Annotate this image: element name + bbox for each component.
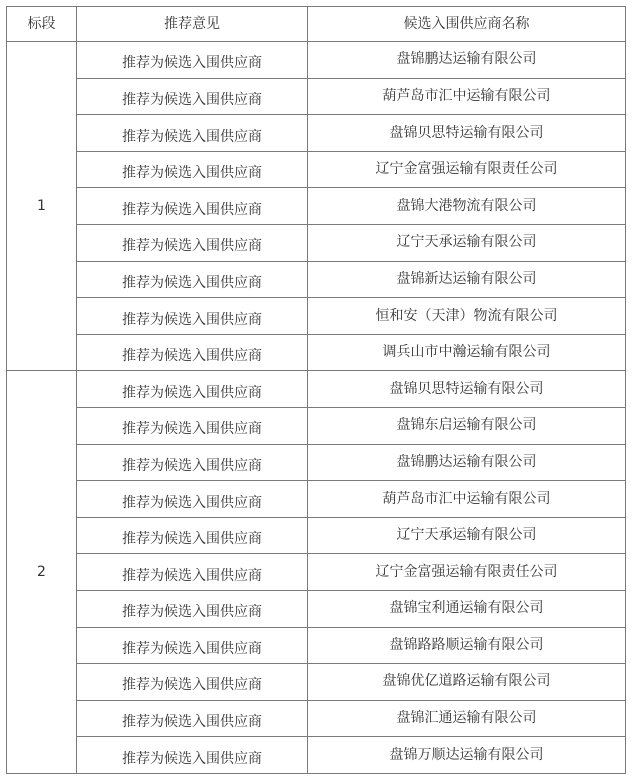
opinion-text: 推荐为候选入围供应商 xyxy=(122,567,262,584)
supplier-name: 盘锦东启运输有限公司 xyxy=(308,407,626,444)
supplier-name: 盘锦鹏达运输有限公司 xyxy=(308,444,626,481)
table-row xyxy=(7,407,626,444)
opinion-cell xyxy=(77,407,308,444)
opinion-text: 推荐为候选入围供应商 xyxy=(122,311,262,328)
supplier-name: 盘锦鹏达运输有限公司 xyxy=(308,42,626,79)
opinion-text: 推荐为候选入围供应商 xyxy=(122,55,262,72)
opinion-text: 推荐为候选入围供应商 xyxy=(122,457,262,474)
table-row xyxy=(7,151,626,188)
opinion-text: 推荐为候选入围供应商 xyxy=(122,274,262,291)
opinion-cell xyxy=(77,371,308,408)
opinion-text: 推荐为候选入围供应商 xyxy=(122,494,262,511)
table-row xyxy=(7,188,626,225)
opinion-text: 推荐为候选入围供应商 xyxy=(122,238,262,255)
opinion-text: 推荐为候选入围供应商 xyxy=(122,640,262,657)
table-row xyxy=(7,261,626,298)
opinion-text: 推荐为候选入围供应商 xyxy=(122,91,262,108)
table-row xyxy=(7,627,626,664)
opinion-text: 推荐为候选入围供应商 xyxy=(122,421,262,438)
header-section: 标段 xyxy=(7,7,77,42)
supplier-name: 辽宁天承运输有限公司 xyxy=(308,517,626,554)
opinion-cell xyxy=(77,444,308,481)
opinion-text: 推荐为候选入围供应商 xyxy=(122,750,262,767)
supplier-name: 盘锦汇通运输有限公司 xyxy=(308,700,626,737)
opinion-cell xyxy=(77,627,308,664)
opinion-text: 推荐为候选入围供应商 xyxy=(122,604,262,621)
opinion-text: 推荐为候选入围供应商 xyxy=(122,128,262,145)
table-row xyxy=(7,78,626,115)
table-row xyxy=(7,298,626,335)
opinion-text: 推荐为候选入围供应商 xyxy=(122,531,262,548)
opinion-cell xyxy=(77,42,308,79)
opinion-cell xyxy=(77,517,308,554)
section-number: 2 xyxy=(7,371,77,774)
supplier-name: 盘锦万顺达运输有限公司 xyxy=(308,737,626,774)
opinion-cell xyxy=(77,261,308,298)
table-row xyxy=(7,737,626,774)
opinion-cell xyxy=(77,151,308,188)
opinion-cell xyxy=(77,298,308,335)
table-row xyxy=(7,664,626,701)
supplier-name: 调兵山市中瀚运输有限公司 xyxy=(308,334,626,371)
opinion-cell xyxy=(77,700,308,737)
supplier-name: 辽宁金富强运输有限责任公司 xyxy=(308,151,626,188)
table-row xyxy=(7,42,626,79)
supplier-name: 辽宁天承运输有限公司 xyxy=(308,224,626,261)
supplier-name: 盘锦宝利通运输有限公司 xyxy=(308,590,626,627)
table-row xyxy=(7,224,626,261)
opinion-cell xyxy=(77,115,308,152)
section-number: 1 xyxy=(7,42,77,371)
table-body xyxy=(7,42,626,774)
supplier-name: 盘锦路路顺运输有限公司 xyxy=(308,627,626,664)
table-row xyxy=(7,481,626,518)
supplier-name: 葫芦岛市汇中运输有限公司 xyxy=(308,481,626,518)
opinion-cell xyxy=(77,481,308,518)
opinion-text: 推荐为候选入围供应商 xyxy=(122,677,262,694)
opinion-text: 推荐为候选入围供应商 xyxy=(122,714,262,731)
opinion-cell xyxy=(77,737,308,774)
supplier-name: 盘锦贝思特运输有限公司 xyxy=(308,371,626,408)
opinion-cell xyxy=(77,664,308,701)
table-row xyxy=(7,554,626,591)
table-header-row xyxy=(7,7,626,42)
opinion-cell xyxy=(77,188,308,225)
opinion-text: 推荐为候选入围供应商 xyxy=(122,384,262,401)
opinion-cell xyxy=(77,224,308,261)
supplier-name: 盘锦贝思特运输有限公司 xyxy=(308,115,626,152)
supplier-name: 葫芦岛市汇中运输有限公司 xyxy=(308,78,626,115)
table-row xyxy=(7,517,626,554)
header-supplier: 候选入围供应商名称 xyxy=(308,7,626,42)
opinion-text: 推荐为候选入围供应商 xyxy=(122,165,262,182)
supplier-name: 盘锦新达运输有限公司 xyxy=(308,261,626,298)
header-opinion: 推荐意见 xyxy=(77,7,308,42)
supplier-name: 盘锦大港物流有限公司 xyxy=(308,188,626,225)
opinion-text: 推荐为候选入围供应商 xyxy=(122,348,262,365)
opinion-cell xyxy=(77,554,308,591)
supplier-name: 辽宁金富强运输有限责任公司 xyxy=(308,554,626,591)
opinion-cell xyxy=(77,590,308,627)
table-row xyxy=(7,444,626,481)
table-row xyxy=(7,334,626,371)
table-row xyxy=(7,590,626,627)
table-row xyxy=(7,115,626,152)
opinion-text: 推荐为候选入围供应商 xyxy=(122,201,262,218)
opinion-cell xyxy=(77,78,308,115)
supplier-table xyxy=(6,6,626,774)
supplier-name: 恒和安（天津）物流有限公司 xyxy=(308,298,626,335)
supplier-name: 盘锦优亿道路运输有限公司 xyxy=(308,664,626,701)
table-row xyxy=(7,700,626,737)
table-row xyxy=(7,371,626,408)
opinion-cell xyxy=(77,334,308,371)
